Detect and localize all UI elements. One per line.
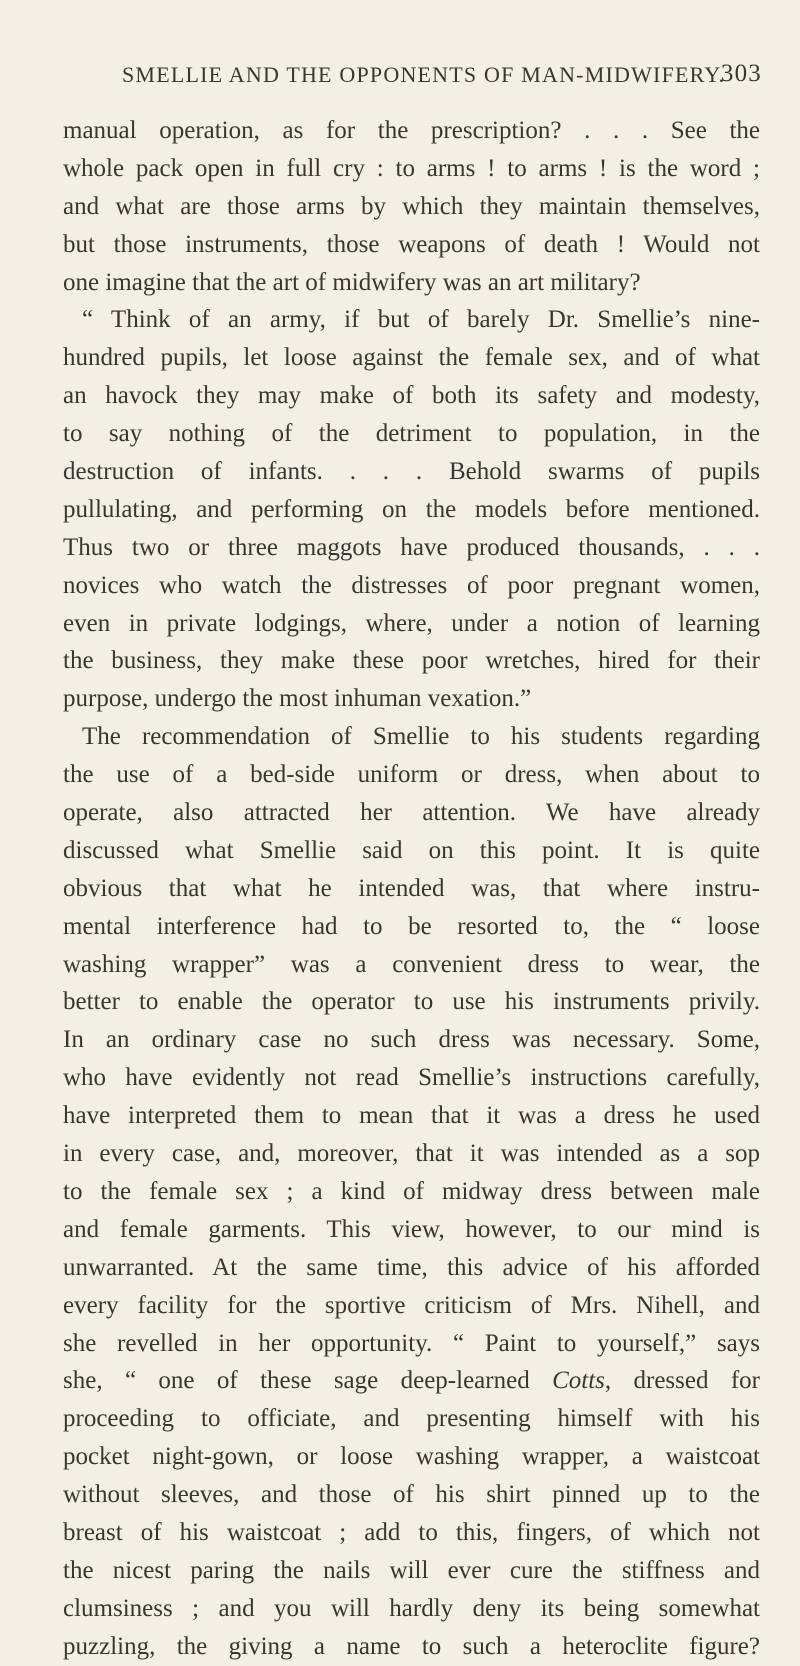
text-line: even in private lodgings, where, under a notion of learning	[63, 609, 760, 637]
text-line: she revelled in her opportunity. “ Paint to yourself,” says	[63, 1329, 760, 1357]
text-line: in every case, and, moreover, that it was intended as a sop	[63, 1140, 760, 1168]
text-line-with-italic	[63, 1362, 760, 1400]
text-line: hundred pupils, let loose against the female sex, and of what	[63, 344, 760, 372]
text-line: clumsiness ; and you will hardly deny its being somewhat	[63, 1594, 760, 1622]
text-line: washing wrapper” was a convenient dress to wear, the	[63, 950, 760, 978]
text-line: The recommendation of Smellie to his students regarding	[82, 723, 760, 751]
text-line: and female garments. This view, however, to our mind is	[63, 1215, 760, 1243]
text-line: mental interference had to be resorted to, the “ loose	[63, 912, 760, 940]
italic-term: Cotts	[552, 1367, 605, 1395]
text-line: manual operation, as for the prescription? . . . See the	[63, 117, 760, 144]
text-line: have interpreted them to mean that it was a dress he used	[63, 1102, 760, 1130]
text-line: obvious that what he intended was, that where instru-	[63, 874, 760, 902]
text-line: but those instruments, those weapons of death ! Would not	[63, 230, 760, 258]
text-line: the nicest paring the nails will ever cure the stiffness and	[63, 1556, 760, 1584]
text-line: breast of his waistcoat ; add to this, fingers, of which not	[63, 1518, 760, 1546]
text-line: who have evidently not read Smellie’s instructions carefully,	[63, 1064, 760, 1092]
text-line: In an ordinary case no such dress was necessary. Some,	[63, 1026, 760, 1054]
text-line: novices who watch the distresses of poor pregnant women,	[63, 571, 760, 599]
text-line: the business, they make these poor wretches, hired for their	[63, 647, 760, 675]
text-line: unwarranted. At the same time, this advice of his afforded	[63, 1253, 760, 1281]
text-line: destruction of infants. . . . Behold swarms of pupils	[63, 458, 760, 486]
text-line: and what are those arms by which they maintain themselves,	[63, 192, 760, 220]
page-number: 303	[720, 60, 762, 87]
text-line: puzzling, the giving a name to such a heteroclite figure?	[63, 1632, 760, 1660]
text-segment: , dressed for	[604, 1367, 760, 1395]
text-segment: she, “ one of these sage deep-learned	[63, 1367, 530, 1395]
text-line: “ Think of an army, if but of barely Dr. Smellie’s nine-	[82, 306, 760, 334]
text-line: to say nothing of the detriment to population, in the	[63, 420, 760, 448]
text-line: to the female sex ; a kind of midway dress between male	[63, 1177, 760, 1205]
text-line: purpose, undergo the most inhuman vexation.”	[63, 685, 532, 713]
text-line: the use of a bed-side uniform or dress, when about to	[63, 761, 760, 789]
text-line: operate, also attracted her attention. We have already	[63, 799, 760, 827]
text-line: pocket night-gown, or loose washing wrapper, a waistcoat	[63, 1443, 760, 1471]
text-line: better to enable the operator to use his instruments privily.	[63, 988, 760, 1016]
text-line: pullulating, and performing on the models before mentioned.	[63, 495, 760, 523]
body-text	[63, 112, 760, 1666]
text-line: every facility for the sportive criticism of Mrs. Nihell, and	[63, 1291, 760, 1319]
text-line: discussed what Smellie said on this point. It is quite	[63, 836, 760, 864]
text-line: whole pack open in full cry : to arms ! to arms ! is the word ;	[63, 154, 760, 182]
text-line: Thus two or three maggots have produced thousands, . . .	[63, 533, 760, 561]
running-head-title: SMELLIE AND THE OPPONENTS OF MAN-MIDWIFERY.	[122, 62, 726, 87]
text-line: one imagine that the art of midwifery was an art military?	[63, 268, 641, 296]
text-line: without sleeves, and those of his shirt pinned up to the	[63, 1481, 760, 1509]
text-line: an havock they may make of both its safety and modesty,	[63, 382, 760, 410]
text-line: proceeding to officiate, and presenting himself with his	[63, 1405, 760, 1433]
running-head	[122, 62, 762, 88]
